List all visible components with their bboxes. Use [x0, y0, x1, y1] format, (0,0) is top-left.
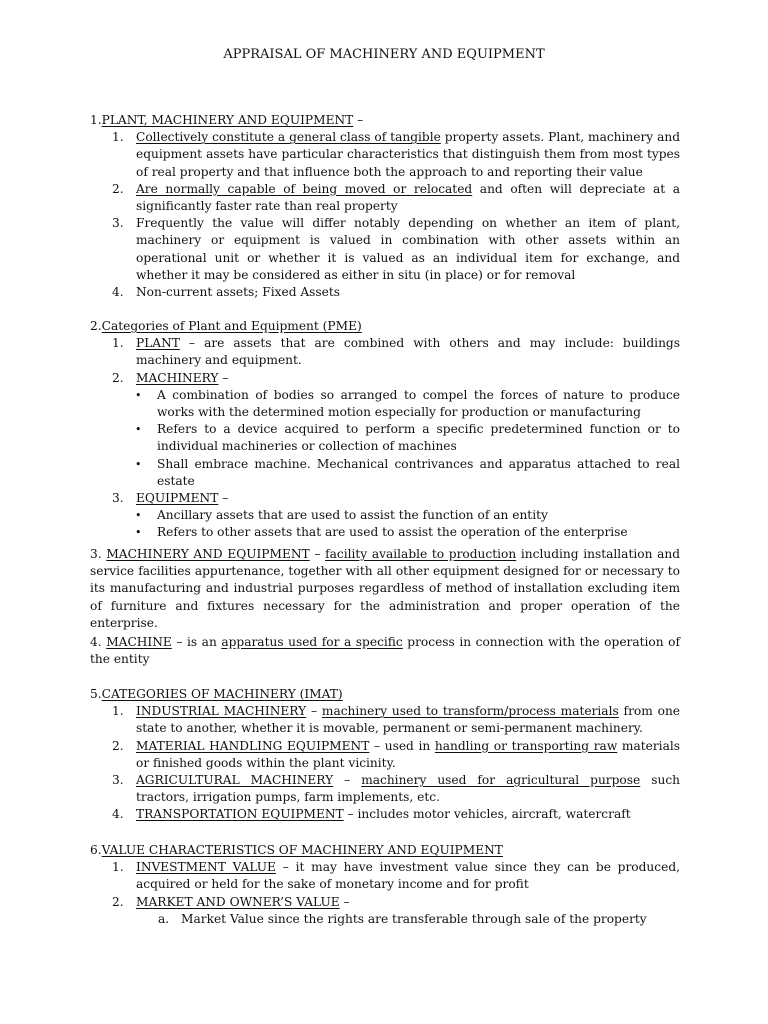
list-item: 4. TRANSPORTATION EQUIPMENT – includes motor vehicles, aircraft, watercraft [112, 807, 631, 822]
list-item: 4. Non-current assets; Fixed Assets [112, 285, 341, 300]
numbered-list [90, 703, 680, 823]
bullet-list [90, 507, 680, 541]
list-item: 1. Collectively constitute a general class of tangible property assets. Plant, machinery and equipment assets have particular characteristics that distinguish them from most types of real property and that influence both the approach to and reporting their value [112, 130, 680, 179]
bullet-item: • Shall embrace machine. Mechanical contrivances and apparatus attached to real estate [135, 456, 680, 488]
bullet-item: • A combination of bodies so arranged to compel the forces of nature to produce works with the determined motion especially for production or manufacturing [135, 387, 680, 420]
section-heading: 2.Categories of Plant and Equipment (PME) [90, 319, 362, 333]
list-item-market-value: 2. MARKET AND OWNER’S VALUE – [112, 894, 350, 909]
numbered-list [90, 129, 680, 301]
document-title: APPRAISAL OF MACHINERY AND EQUIPMENT [223, 47, 545, 62]
list-item: 2. MATERIAL HANDLING EQUIPMENT – used in handling or transporting raw materials or finished goods within the plant vicinity. [112, 738, 680, 770]
paragraph: 4. MACHINE – is an apparatus used for a specific process in connection with the operation of the entity [90, 635, 681, 667]
list-item-machinery: 2. MACHINERY – [112, 370, 229, 385]
section-value-characteristics [90, 842, 680, 928]
list-item: a. Market Value since the rights are transferable through sale of the property [158, 911, 647, 926]
numbered-list [90, 335, 680, 387]
list-item: 3. Frequently the value will differ notably depending on whether an item of plant, machinery or equipment is valued in combination with other assets within an operational unit or whether it is valued as an individual item for exchange, and whether it may be considered as either in situ (in place) or for removal [112, 216, 680, 282]
list-item: 2. Are normally capable of being moved or relocated and often will depreciate at a significantly faster rate than real property [112, 181, 680, 214]
bullet-item: • Refers to other assets that are used to assist the operation of the enterprise [135, 525, 628, 540]
section-plant-machinery-equipment [90, 112, 680, 301]
numbered-list [90, 490, 680, 507]
bullet-item: • Ancillary assets that are used to assist the function of an entity [135, 508, 548, 523]
section-categories-pme [90, 318, 680, 542]
section-categories-of-machinery [90, 686, 680, 824]
section-heading: 1.PLANT, MACHINERY AND EQUIPMENT – [90, 113, 364, 127]
list-item: 1. INDUSTRIAL MACHINERY – machinery used to transform/process materials from one state to another, whether it is movable, permanent or semi-permanent machinery. [112, 704, 681, 736]
numbered-list [90, 859, 680, 911]
paragraph: 3. MACHINERY AND EQUIPMENT – facility available to production including installation and service facilities appurtenance, together with all other equipment designed for or necessary to its manufacturing and industrial purposes regardless of method of installation excluding item of furniture and fixtures necessary for the administration and proper operation of the enterprise. [90, 547, 680, 630]
lettered-list [90, 911, 680, 928]
list-item-equipment: 3. EQUIPMENT – [112, 491, 229, 506]
section-machinery-and-equipment [90, 546, 680, 632]
bullet-item: • Refers to a device acquired to perform a specific predetermined function or to individual machineries or collection of machines [135, 422, 680, 454]
list-item: 3. AGRICULTURAL MACHINERY – machinery used for agricultural purpose such tractors, irrigation pumps, farm implements, etc. [112, 773, 681, 805]
list-item-investment-value: 1. INVESTMENT VALUE – it may have investment value since they can be produced, acquired or held for the sake of monetary income and for profit [112, 860, 680, 892]
section-heading: 6.VALUE CHARACTERISTICS OF MACHINERY AND EQUIPMENT [90, 843, 503, 857]
list-item-plant: 1. PLANT – are assets that are combined with others and may include: buildings machinery and equipment. [112, 336, 680, 368]
section-heading: 5.CATEGORIES OF MACHINERY (IMAT) [90, 687, 343, 701]
section-machine [90, 634, 680, 668]
bullet-list [90, 387, 680, 490]
